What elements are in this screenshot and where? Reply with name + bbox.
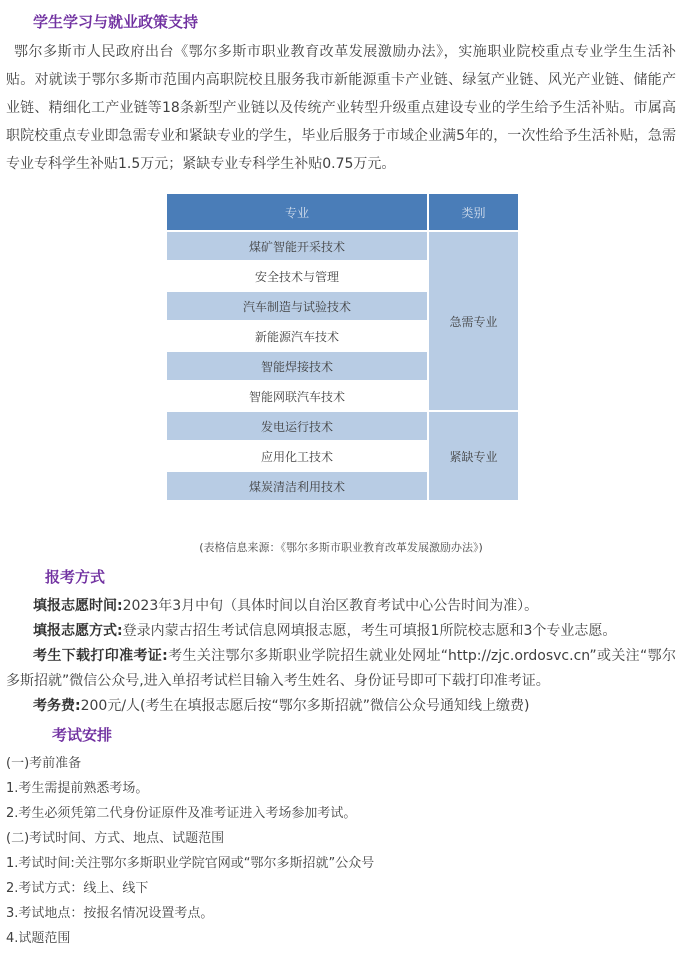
apply-item-label: 考务费: bbox=[33, 698, 81, 714]
apply-item-text: 2023年3月中旬（具体时间以自治区教育考试中心公告时间为准）。 bbox=[122, 598, 539, 614]
section-title-apply: 报考方式 bbox=[45, 568, 106, 586]
table-header-major: 专业 bbox=[166, 193, 428, 231]
exam-line: (一)考前准备 bbox=[6, 756, 82, 771]
apply-item-text: 200元/人(考生在填报志愿后按“鄂尔多斯招就”微信公众号通知线上缴费) bbox=[80, 698, 530, 714]
major-cell: 智能网联汽车技术 bbox=[166, 381, 428, 411]
table-header-row bbox=[166, 193, 519, 231]
exam-line: 2.考试方式：线上、线下 bbox=[6, 881, 149, 896]
exam-line: (二)考试时间、方式、地点、试题范围 bbox=[6, 831, 225, 846]
exam-line: 1.考生需提前熟悉考场。 bbox=[6, 781, 149, 796]
majors-table bbox=[165, 192, 520, 502]
section-title-policy: 学生学习与就业政策支持 bbox=[33, 13, 199, 31]
apply-item-ticket bbox=[6, 644, 676, 694]
exam-line: 2.考生必须凭第二代身份证原件及准考证进入考场参加考试。 bbox=[6, 806, 357, 821]
apply-item-text: 登录内蒙古招生考试信息网填报志愿，考生可填报1所院校志愿和3个专业志愿。 bbox=[122, 623, 617, 639]
apply-item-label: 考生下载打印准考证: bbox=[33, 648, 168, 664]
apply-item-time bbox=[6, 594, 676, 619]
policy-paragraph: 鄂尔多斯市人民政府出台《鄂尔多斯市职业教育改革发展激励办法》，实施职业院校重点专业学生生活补贴。对就读于鄂尔多斯市范围内高职院校且服务我市新能源重卡产业链、绿氢产业链、风光产业链、储能产业链、精细化工产业链等18条新型产业链以及传统产业转型升级重点建设专业的学生给予生活补贴。市属高职院校重点专业即急需专业和紧缺专业的学生，毕业后服务于市域企业满5年的，一次性给予生活补贴，急需专业专科学生补贴1.5万元；紧缺专业专科学生补贴0.75万元。 bbox=[6, 44, 676, 172]
apply-item-fee bbox=[6, 694, 676, 719]
major-cell: 智能焊接技术 bbox=[166, 351, 428, 381]
majors-table-container bbox=[165, 192, 676, 502]
table-row bbox=[166, 231, 519, 261]
major-cell: 汽车制造与试验技术 bbox=[166, 291, 428, 321]
major-cell: 发电运行技术 bbox=[166, 411, 428, 441]
section-title-exam: 考试安排 bbox=[52, 726, 113, 744]
major-cell: 煤矿智能开采技术 bbox=[166, 231, 428, 261]
table-caption: (表格信息来源：《鄂尔多斯市职业教育改革发展激励办法》) bbox=[199, 541, 483, 554]
table-header-category: 类别 bbox=[428, 193, 519, 231]
major-cell: 安全技术与管理 bbox=[166, 261, 428, 291]
apply-item-text: 考生关注鄂尔多斯职业学院招生就业处网址“http://zjc.ordosvc.cn”或关注“鄂尔多斯招就”微信公众号,进入单招考试栏目输入考生姓名、身份证号即可下载打印准考证。 bbox=[6, 648, 676, 689]
exam-line: 3.考试地点：按报名情况设置考点。 bbox=[6, 906, 214, 921]
category-cell-urgent: 急需专业 bbox=[428, 231, 519, 411]
major-cell: 应用化工技术 bbox=[166, 441, 428, 471]
exam-line: 1.考试时间:关注鄂尔多斯职业学院官网或“鄂尔多斯招就”公众号 bbox=[6, 856, 375, 871]
table-row bbox=[166, 411, 519, 441]
apply-item-method bbox=[6, 619, 676, 644]
exam-line: 4.试题范围 bbox=[6, 931, 71, 946]
major-cell: 新能源汽车技术 bbox=[166, 321, 428, 351]
apply-item-label: 填报志愿方式: bbox=[33, 623, 123, 639]
category-cell-shortage: 紧缺专业 bbox=[428, 411, 519, 501]
major-cell: 煤炭清洁利用技术 bbox=[166, 471, 428, 501]
apply-item-label: 填报志愿时间: bbox=[33, 598, 123, 614]
